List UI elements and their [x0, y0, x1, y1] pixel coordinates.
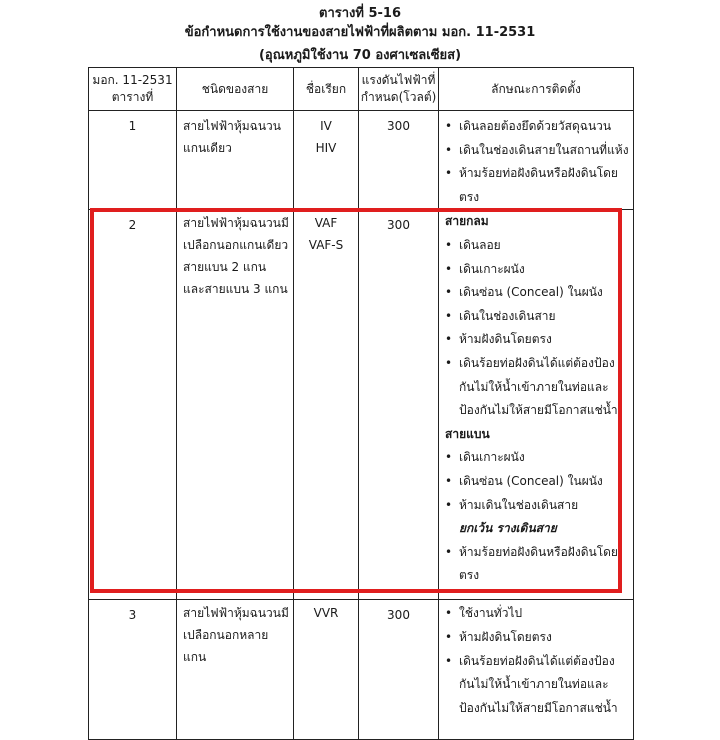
cable-type-cell: [177, 111, 294, 210]
item-text: เดินในช่องเดินสายในสถานที่แห้ง: [459, 142, 629, 157]
cable-type-line: และสายแบน 3 แกน: [183, 282, 288, 297]
item-continuation: กันไม่ให้น้ำเข้าภายในท่อและ: [459, 379, 609, 394]
bullet-icon: •: [445, 261, 453, 276]
list-item: [445, 446, 629, 470]
table-title: ข้อกำหนดการใช้งานของสายไฟฟ้าที่ผลิตตาม มอก. 11-2531: [184, 25, 536, 40]
voltage-text: 300: [387, 608, 410, 623]
cable-type-line: แกน: [183, 650, 207, 665]
header-voltage-line2: กำหนด(โวลต์): [360, 90, 437, 104]
item-continuation: ตรง: [459, 189, 480, 204]
list-item: [445, 470, 629, 494]
bullet-icon: •: [445, 497, 453, 512]
bullet-icon: •: [445, 237, 453, 252]
list-item: [445, 139, 629, 163]
list-item: [445, 258, 629, 282]
header-standard-no: [89, 68, 177, 111]
bullet-icon: •: [445, 629, 453, 644]
code-text: IV: [320, 119, 332, 133]
code-text: HIV: [315, 141, 337, 155]
item-text: เดินร้อยท่อฝังดินได้แต่ต้องป้อง: [459, 355, 615, 370]
bullet-icon: •: [445, 166, 453, 181]
bullet-icon: •: [445, 544, 453, 559]
voltage-text: 300: [387, 119, 410, 133]
cable-type-line: สายแบน 2 แกน: [183, 260, 267, 275]
cable-type-line: สายไฟฟ้าหุ้มฉนวน: [183, 119, 281, 133]
list-item: [445, 162, 629, 186]
voltage-cell: [359, 210, 439, 600]
item-continuation: ตรง: [459, 568, 480, 583]
item-text: เดินซ่อน (Conceal) ในผนัง: [459, 473, 603, 488]
header-standard-no-line1: มอก. 11-2531: [92, 73, 173, 87]
row-number: [89, 111, 177, 210]
list-item: [445, 115, 629, 139]
list-item: [445, 328, 629, 352]
code-text: VAF: [314, 216, 338, 231]
item-text: เดินลอยต้องยึดด้วยวัสดุฉนวน: [459, 119, 612, 133]
item-continuation: ป้องกันไม่ให้สายมีโอกาสแช่น้ำ: [459, 403, 618, 418]
row-number: [89, 210, 177, 600]
list-item: [445, 281, 629, 305]
table-row: [89, 210, 634, 600]
header-voltage-line1: แรงดันไฟฟ้าที่: [361, 73, 436, 87]
voltage-cell: [359, 111, 439, 210]
code-cell: [294, 210, 359, 600]
code-text: VAF-S: [308, 238, 344, 253]
bullet-icon: •: [445, 285, 453, 300]
bullet-icon: •: [445, 308, 453, 323]
code-cell: [294, 600, 359, 740]
table-row: [89, 600, 634, 740]
bullet-icon: •: [445, 119, 453, 133]
bullet-icon: •: [445, 355, 453, 370]
code-cell: [294, 111, 359, 210]
list-item: [445, 602, 629, 626]
cable-type-line: สายไฟฟ้าหุ้มฉนวนมี: [183, 606, 289, 621]
header-cable-type: ชนิดของสาย: [177, 68, 294, 111]
list-item: [445, 234, 629, 258]
code-text: VVR: [313, 606, 339, 621]
installation-cell: [439, 600, 634, 740]
list-item: [445, 650, 629, 674]
bullet-icon: •: [445, 450, 453, 465]
item-text: เดินร้อยท่อฝังดินได้แต่ต้องป้อง: [459, 653, 615, 668]
header-code: ชื่อเรียก: [294, 68, 359, 111]
bullet-icon: •: [445, 332, 453, 347]
item-text: ห้ามฝังดินโดยตรง: [459, 629, 552, 644]
row-number-text: 2: [128, 218, 137, 233]
installation-cell: [439, 210, 634, 600]
voltage-cell: [359, 600, 439, 740]
item-continuation: ป้องกันไม่ให้สายมีโอกาสแช่น้ำ: [459, 700, 618, 715]
cable-type-cell: [177, 210, 294, 600]
item-text: ห้ามร้อยท่อฝังดินหรือฝังดินโดย: [459, 544, 618, 559]
row-number-text: 1: [128, 119, 137, 133]
table-row: [89, 111, 634, 210]
header-installation: ลักษณะการติดตั้ง: [439, 68, 634, 111]
bullet-icon: •: [445, 142, 453, 157]
header-row: [89, 68, 634, 111]
table-subtitle: (อุณหภูมิใช้งาน 70 องศาเซลเซียส): [258, 48, 462, 63]
cable-spec-table: [88, 67, 634, 740]
list-item: [445, 352, 629, 376]
cable-type-line: แกนเดียว: [183, 141, 232, 155]
voltage-text: 300: [387, 218, 410, 233]
item-text: เดินเกาะผนัง: [459, 450, 525, 465]
bullet-icon: •: [445, 653, 453, 668]
cable-type-line: เปลือกนอกแกนเดียว: [183, 238, 289, 253]
item-text: เดินลอย: [459, 237, 501, 252]
row-number: [89, 600, 177, 740]
item-text: ห้ามฝังดินโดยตรง: [459, 332, 552, 347]
item-continuation: กันไม่ให้น้ำเข้าภายในท่อและ: [459, 677, 609, 692]
cable-type-line: เปลือกนอกหลาย: [183, 628, 269, 643]
bullet-icon: •: [445, 473, 453, 488]
bullet-icon: •: [445, 606, 453, 621]
item-text: ห้ามเดินในช่องเดินสาย: [459, 497, 579, 512]
table-number: ตารางที่ 5-16: [319, 6, 401, 21]
list-item: [445, 305, 629, 329]
installation-cell: [439, 111, 634, 210]
list-item: [445, 626, 629, 650]
item-text: ใช้งานทั่วไป: [459, 606, 523, 621]
cable-type-cell: [177, 600, 294, 740]
list-item: [445, 494, 629, 518]
exception-note: ยกเว้น รางเดินสาย: [459, 521, 557, 536]
list-item: [445, 541, 629, 565]
item-text: เดินซ่อน (Conceal) ในผนัง: [459, 285, 603, 300]
cable-type-line: สายไฟฟ้าหุ้มฉนวนมี: [183, 216, 289, 231]
row-number-text: 3: [128, 608, 137, 623]
item-text: ห้ามร้อยท่อฝังดินหรือฝังดินโดย: [459, 166, 618, 181]
item-text: เดินในช่องเดินสาย: [459, 308, 556, 323]
header-voltage: [359, 68, 439, 111]
item-text: เดินเกาะผนัง: [459, 261, 525, 276]
flat-cable-heading: สายแบน: [445, 426, 490, 441]
round-cable-heading: สายกลม: [445, 214, 489, 229]
header-standard-no-line2: ตารางที่: [111, 90, 154, 104]
